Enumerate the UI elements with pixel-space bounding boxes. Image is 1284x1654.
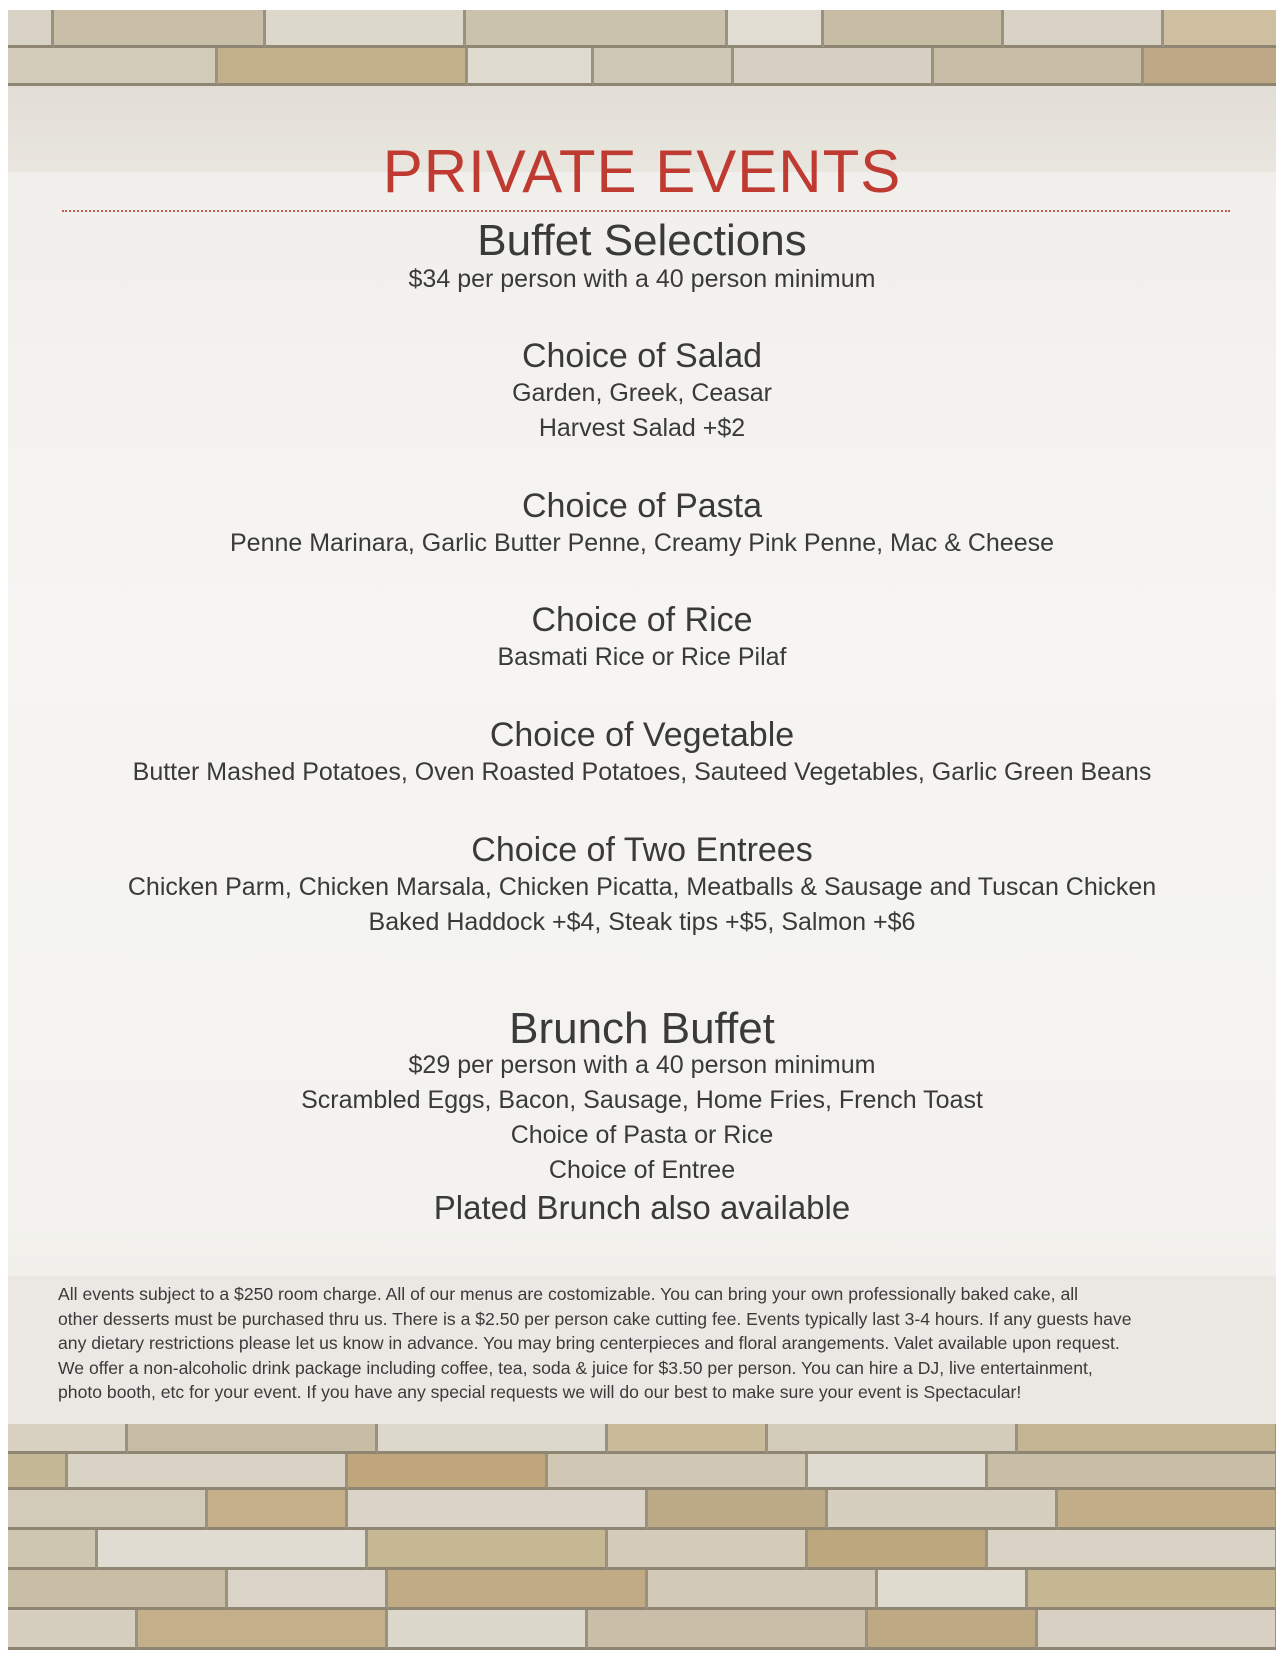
note-line: any dietary restrictions please let us know in advance. You may bring centerpieces and floral arangements. Valet available upon request. — [58, 1333, 1120, 1353]
note-line: We offer a non-alcoholic drink package including coffee, tea, soda & juice for $3.50 per person. You can hire a DJ, live entertainment, — [58, 1357, 1093, 1378]
pasta-line: Penne Marinara, Garlic Butter Penne, Creamy Pink Penne, Mac & Cheese — [229, 529, 1054, 557]
salad-title: Choice of Salad — [521, 337, 763, 375]
title-divider — [62, 210, 1230, 212]
buffet-title: Buffet Selections — [477, 216, 807, 265]
pasta-title: Choice of Pasta — [521, 487, 763, 525]
note-line: photo booth, etc for your event. If you have any special requests we will do our best to make sure your event is Spectacular! — [58, 1382, 1022, 1402]
rice-title: Choice of Rice — [531, 601, 753, 639]
menu-page — [8, 10, 1276, 1650]
buffet-price: $34 per person with a 40 person minimum — [408, 265, 876, 293]
brunch-section — [8, 1004, 1276, 1228]
plated-brunch-note: Plated Brunch also available — [433, 1189, 851, 1226]
entrees-title: Choice of Two Entrees — [471, 831, 813, 869]
brunch-line: $29 per person with a 40 person minimum — [408, 1051, 876, 1079]
note-line: All events subject to a $250 room charge. All of our menus are costomizable. You can bring your own professionally baked cake, all — [58, 1284, 1079, 1304]
note-line: other desserts must be purchased thru us. There is a $2.50 per person cake cutting fee. Events typically last 3-4 hours. If any guests have — [58, 1308, 1132, 1329]
stone-wall-bottom — [8, 1424, 1276, 1650]
page-title: PRIVATE EVENTS — [382, 138, 902, 205]
buffet-section — [8, 216, 1276, 297]
entrees-line: Chicken Parm, Chicken Marsala, Chicken Picatta, Meatballs & Sausage and Tuscan Chicken — [127, 873, 1157, 901]
entrees-section — [8, 830, 1276, 940]
entrees-line: Baked Haddock +$4, Steak tips +$5, Salmon +$6 — [368, 908, 916, 936]
brunch-line: Choice of Pasta or Rice — [510, 1121, 774, 1149]
vegetable-section — [8, 715, 1276, 790]
rice-section — [8, 600, 1276, 675]
vegetable-line: Butter Mashed Potatoes, Oven Roasted Potatoes, Sauteed Vegetables, Garlic Green Beans — [132, 758, 1152, 786]
stone-wall-top — [8, 10, 1276, 86]
vegetable-title: Choice of Vegetable — [489, 716, 795, 754]
brunch-title: Brunch Buffet — [509, 1004, 775, 1053]
brunch-line: Scrambled Eggs, Bacon, Sausage, Home Fries, French Toast — [301, 1086, 983, 1114]
rice-line: Basmati Rice or Rice Pilaf — [497, 643, 787, 671]
salad-line: Garden, Greek, Ceasar — [512, 379, 772, 407]
event-policy-note — [58, 1282, 1238, 1405]
brunch-line: Choice of Entree — [548, 1156, 736, 1184]
salad-section — [8, 336, 1276, 446]
pasta-section — [8, 486, 1276, 561]
paper-panel — [8, 86, 1276, 1424]
salad-line: Harvest Salad +$2 — [538, 414, 746, 442]
